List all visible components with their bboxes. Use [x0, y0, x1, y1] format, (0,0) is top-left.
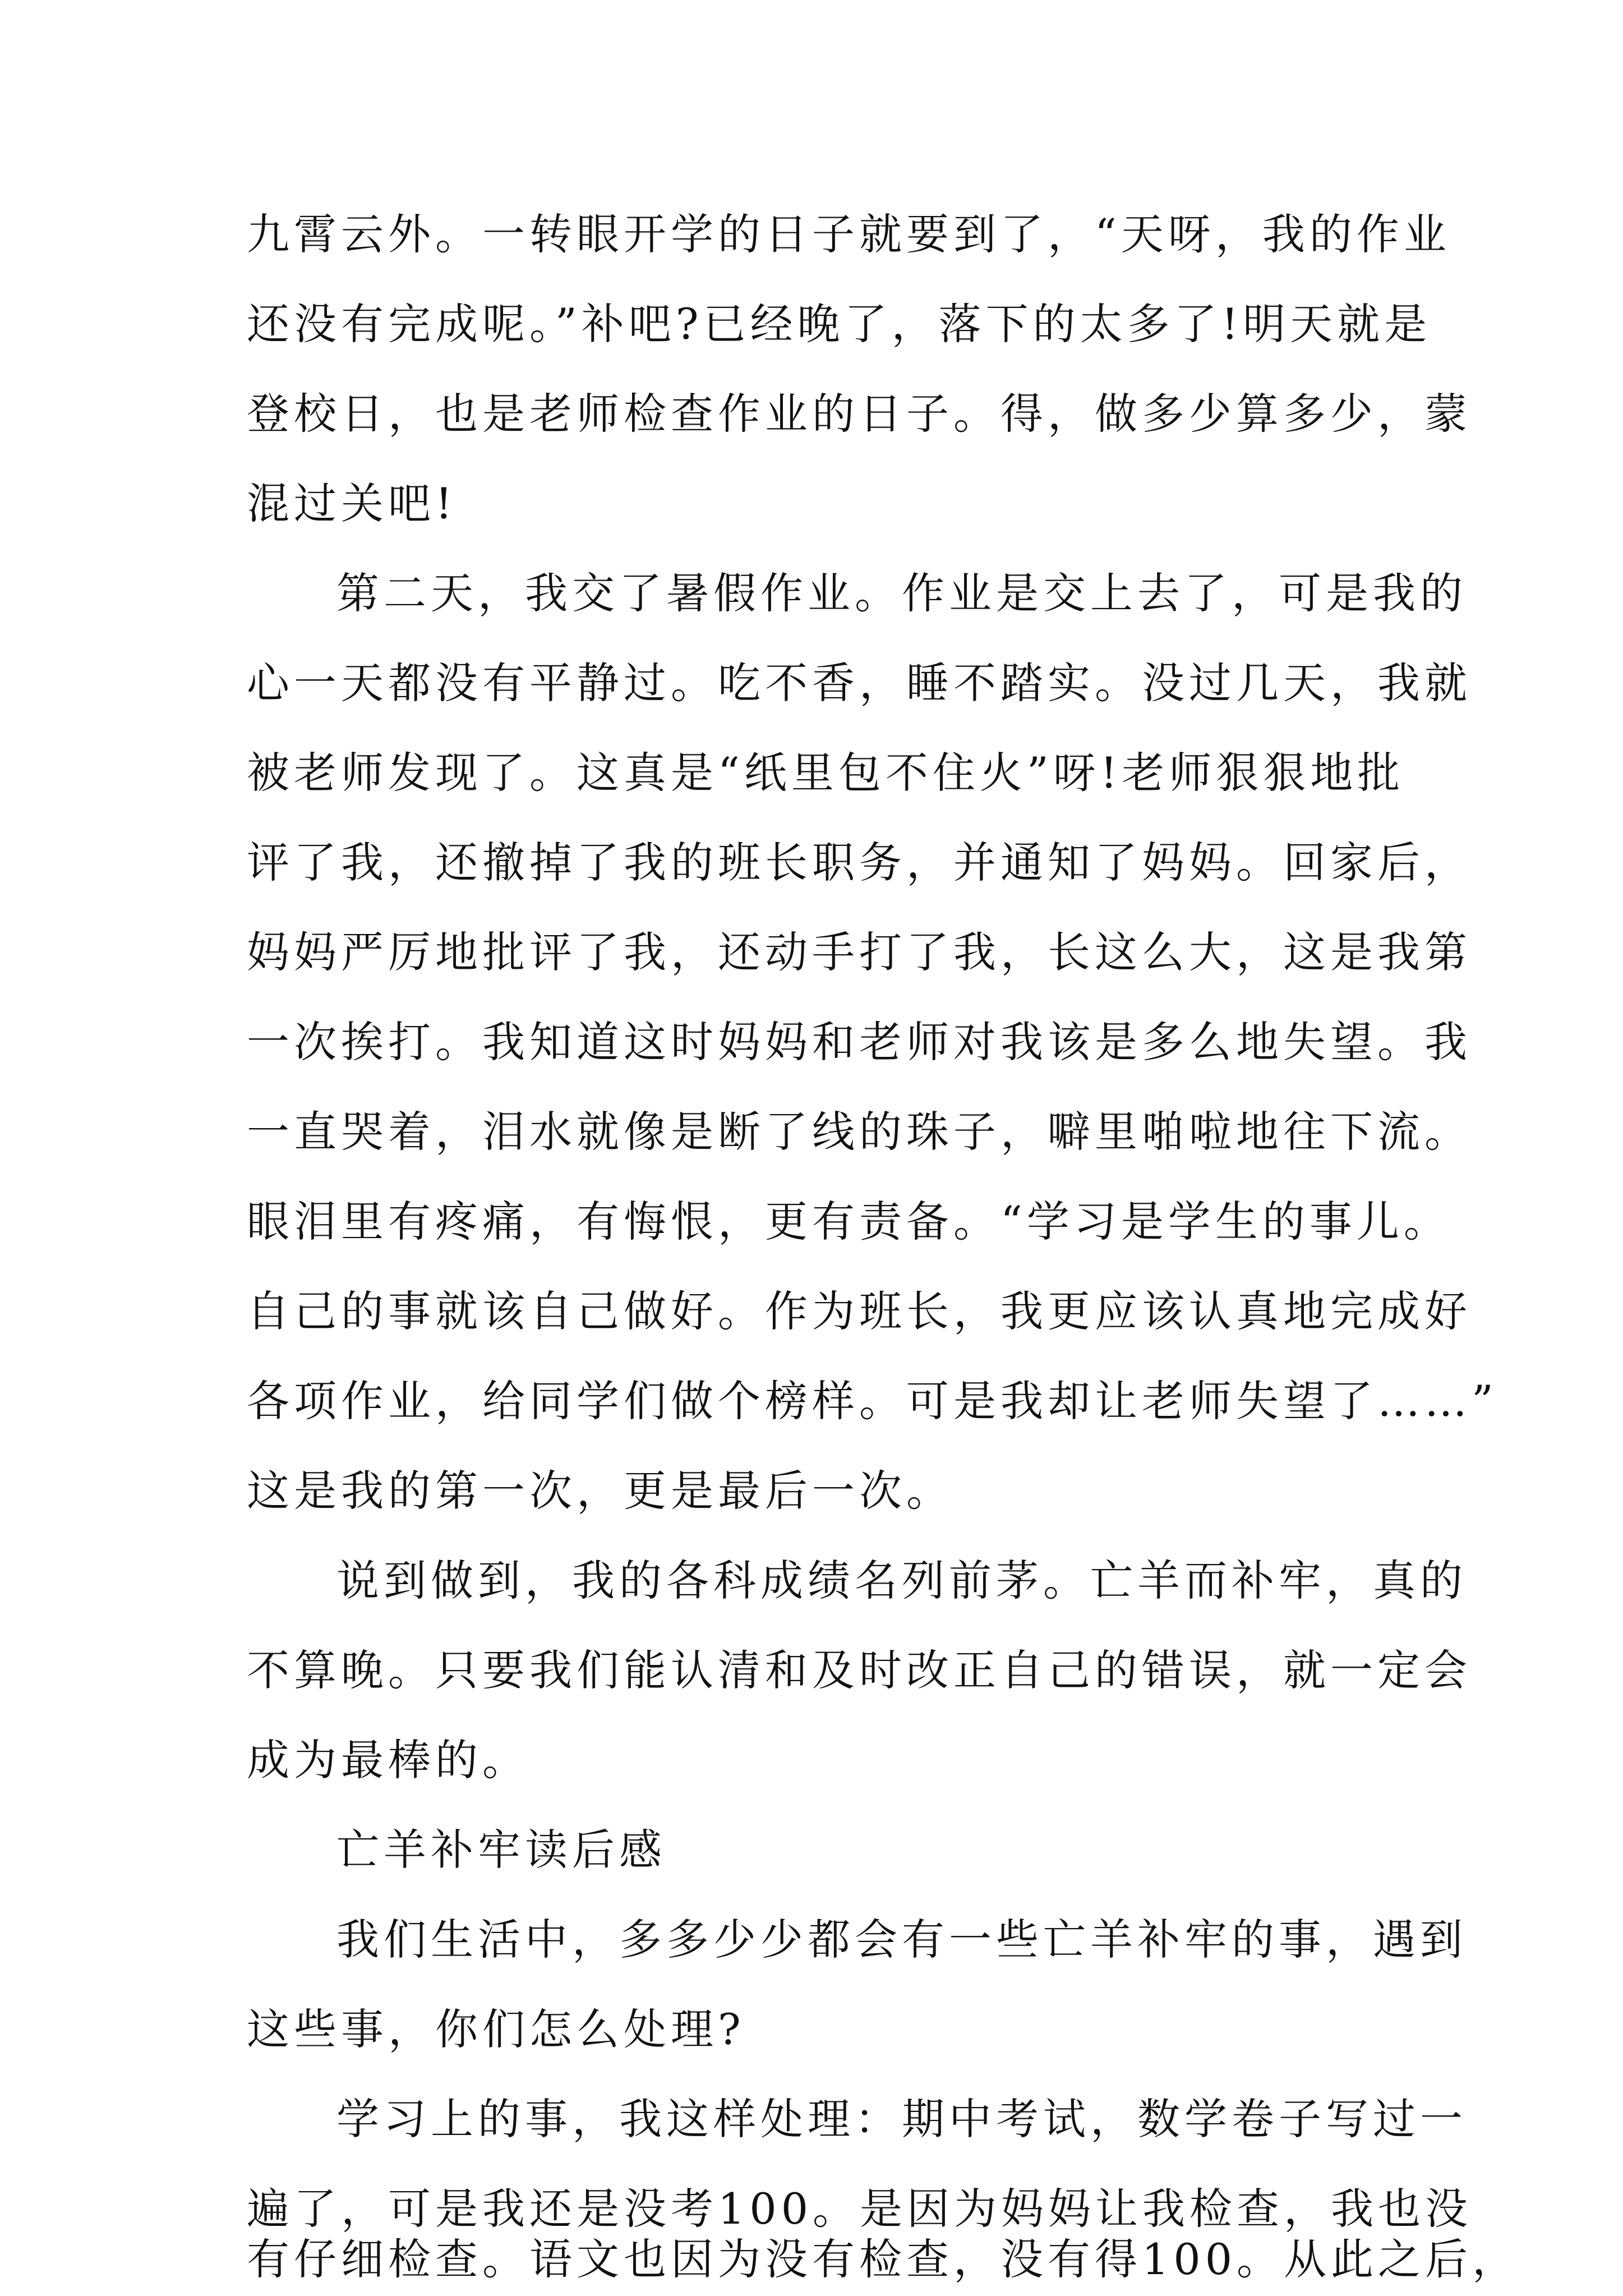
text-line: 妈妈严厉地批评了我，还动手打了我，长这么大，这是我第	[247, 927, 1472, 977]
text-line: 一直哭着，泪水就像是断了线的珠子，噼里啪啦地往下流。	[247, 1107, 1472, 1157]
paragraph-first-line: 第二天，我交了暑假作业。作业是交上去了，可是我的	[336, 568, 1467, 618]
text-line: 眼泪里有疼痛，有悔恨，更有责备。“学习是学生的事儿。	[247, 1197, 1451, 1246]
paragraph-first-line: 学习上的事，我这样处理：期中考试，数学卷子写过一	[336, 2094, 1467, 2144]
text-line: 这些事，你们怎么处理?	[247, 2004, 745, 2054]
text-line: 遍了，可是我还是没考100。是因为妈妈让我检查，我也没	[247, 2184, 1473, 2234]
text-line: 这是我的第一次，更是最后一次。	[247, 1466, 953, 1516]
text-line: 混过关吧!	[247, 478, 457, 528]
paragraph-first-line: 说到做到，我的各科成绩名列前茅。亡羊而补牢，真的	[336, 1556, 1467, 1605]
text-line: 各项作业，给同学们做个榜样。可是我却让老师失望了……”	[247, 1376, 1498, 1426]
text-line: 成为最棒的。	[247, 1735, 529, 1785]
text-line: 有仔细检查。语文也因为没有检查，没有得100。从此之后，	[247, 2234, 1520, 2284]
text-line: 一次挨打。我知道这时妈妈和老师对我该是多么地失望。我	[247, 1017, 1472, 1067]
text-line: 还没有完成呢。”补吧?已经晚了，落下的太多了!明天就是	[247, 299, 1432, 349]
text-line: 不算晚。只要我们能认清和及时改正自己的错误，就一定会	[247, 1645, 1472, 1695]
text-line: 自己的事就该自己做好。作为班长，我更应该认真地完成好	[247, 1286, 1472, 1336]
text-line: 九霄云外。一转眼开学的日子就要到了，“天呀，我的作业	[247, 209, 1451, 259]
text-line: 评了我，还撤掉了我的班长职务，并通知了妈妈。回家后，	[247, 838, 1472, 887]
section-title: 亡羊补牢读后感	[336, 1825, 666, 1875]
paragraph-first-line: 我们生活中，多多少少都会有一些亡羊补牢的事，遇到	[336, 1915, 1467, 1964]
text-line: 登校日，也是老师检查作业的日子。得，做多少算多少，蒙	[247, 389, 1472, 439]
text-line: 被老师发现了。这真是“纸里包不住火”呀!老师狠狠地批	[247, 748, 1405, 798]
text-line: 心一天都没有平静过。吃不香，睡不踏实。没过几天，我就	[247, 658, 1472, 708]
